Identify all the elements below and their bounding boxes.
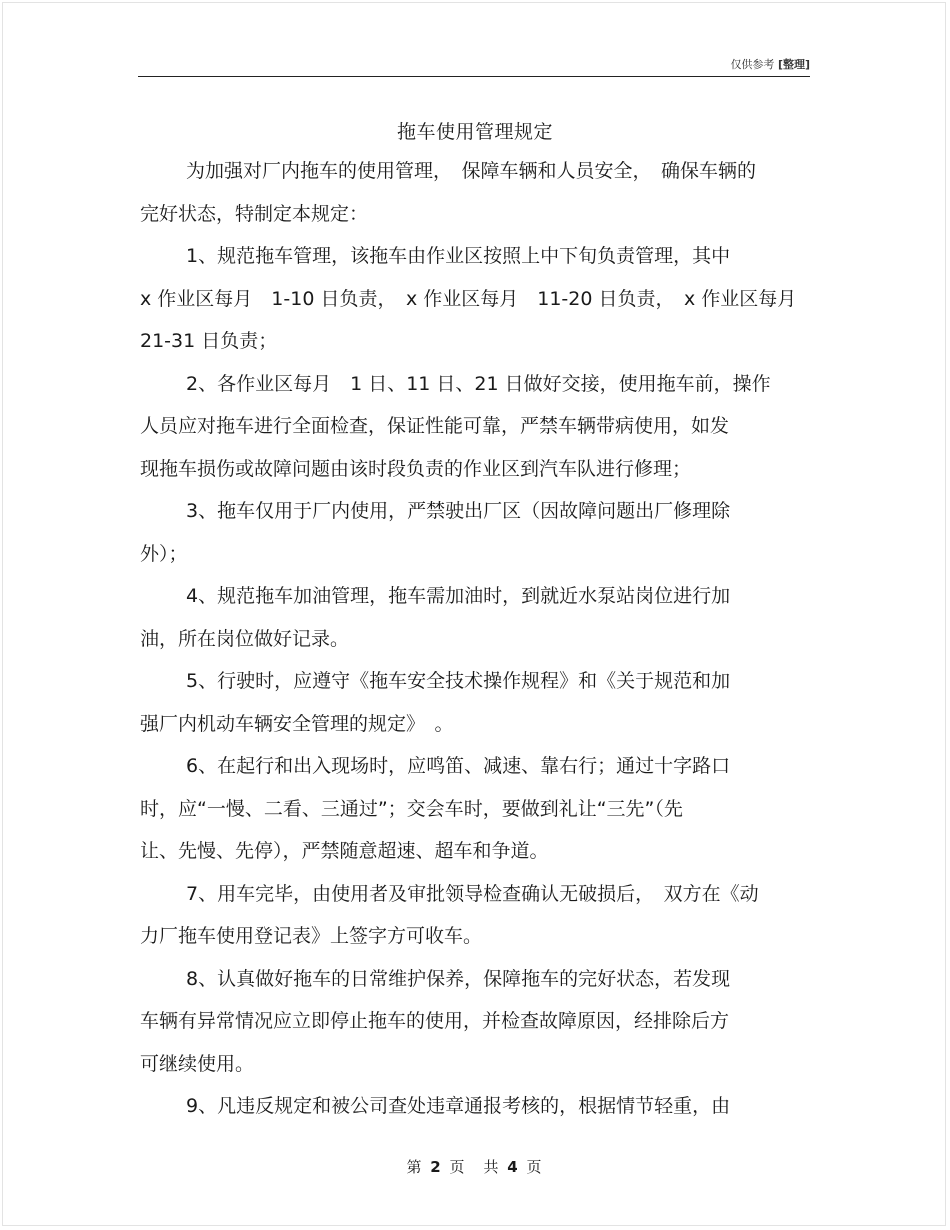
paragraph-line: 力厂拖车使用登记表》上签字方可收车。	[140, 925, 483, 947]
paragraph	[140, 490, 808, 575]
paragraph-line: 可继续使用。	[140, 1052, 255, 1075]
paragraph-line: 6、在起行和出入现场时，应鸣笛、减速、靠右行；通过十字路口	[186, 755, 731, 777]
header-note	[730, 56, 810, 72]
paragraph-line: 5、行驶时，应遵守《拖车安全技术操作规程》和《关于规范和加	[186, 670, 731, 692]
paragraph	[140, 575, 808, 660]
header-note-text: 仅供参考	[730, 58, 775, 71]
paragraph	[140, 745, 808, 873]
footer-prefix: 第	[406, 1158, 424, 1176]
paragraph-line: 2、各作业区每月 1 日、11 日、21 日做好交接，使用拖车前，操作	[186, 372, 771, 395]
paragraph-line: 让、先慢、先停），严禁随意超速、超车和争道。	[140, 840, 549, 862]
page-footer	[0, 1156, 950, 1177]
header-rule	[138, 76, 810, 77]
header-tag: [整理]	[777, 58, 810, 71]
paragraph-line: 人员应对拖车进行全面检查，保证性能可靠，严禁车辆带病使用，如发	[140, 415, 730, 437]
paragraph-line: 车辆有异常情况应立即停止拖车的使用，并检查故障原因，经排除后方	[140, 1010, 730, 1032]
footer-mid: 页 共	[449, 1158, 501, 1176]
paragraph-line: 8、认真做好拖车的日常维护保养，保障拖车的完好状态，若发现	[186, 967, 731, 990]
paragraph	[140, 1085, 808, 1128]
paragraph-line: 外）；	[140, 542, 188, 565]
paragraph-line: 21-31 日负责；	[140, 330, 278, 352]
paragraph-line: 油，所在岗位做好记录。	[140, 627, 350, 650]
paragraph	[140, 235, 808, 363]
paragraph-line: 为加强对厂内拖车的使用管理， 保障车辆和人员安全， 确保车辆的	[186, 160, 757, 182]
paragraph-line: 强厂内机动车辆安全管理的规定》 。	[140, 712, 454, 735]
paragraph-line: 7、用车完毕，由使用者及审批领导检查确认无破损后， 双方在《动	[186, 882, 759, 905]
paragraph	[140, 150, 808, 235]
paragraph	[140, 660, 808, 745]
paragraph-line: 完好状态，特制定本规定：	[140, 202, 369, 225]
paragraph-line: 时，应“一慢、二看、三通过”；交会车时，要做到礼让“三先”（先	[140, 797, 683, 820]
paragraph	[140, 958, 808, 1086]
document-title: 拖车使用管理规定	[396, 121, 553, 143]
paragraph-line: 1、规范拖车管理，该拖车由作业区按照上中下旬负责管理，其中	[186, 245, 731, 267]
document-body	[140, 150, 808, 1128]
paragraph-line: x 作业区每月 1-10 日负责， x 作业区每月 11-20 日负责， x 作业区每月	[140, 287, 797, 310]
footer-current-page: 2	[430, 1158, 443, 1176]
paragraph	[140, 363, 808, 491]
paragraph-line: 现拖车损伤或故障问题由该时段负责的作业区到汽车队进行修理；	[140, 457, 692, 480]
paragraph	[140, 873, 808, 958]
footer-total-pages: 4	[507, 1158, 520, 1176]
paragraph-line: 3、拖车仅用于厂内使用，严禁驶出厂区（因故障问题出厂修理除	[186, 500, 731, 522]
paragraph-line: 9、凡违反规定和被公司查处违章通报考核的，根据情节轻重，由	[186, 1095, 731, 1117]
footer-suffix: 页	[526, 1158, 544, 1176]
paragraph-line: 4、规范拖车加油管理，拖车需加油时，到就近水泵站岗位进行加	[186, 585, 731, 607]
